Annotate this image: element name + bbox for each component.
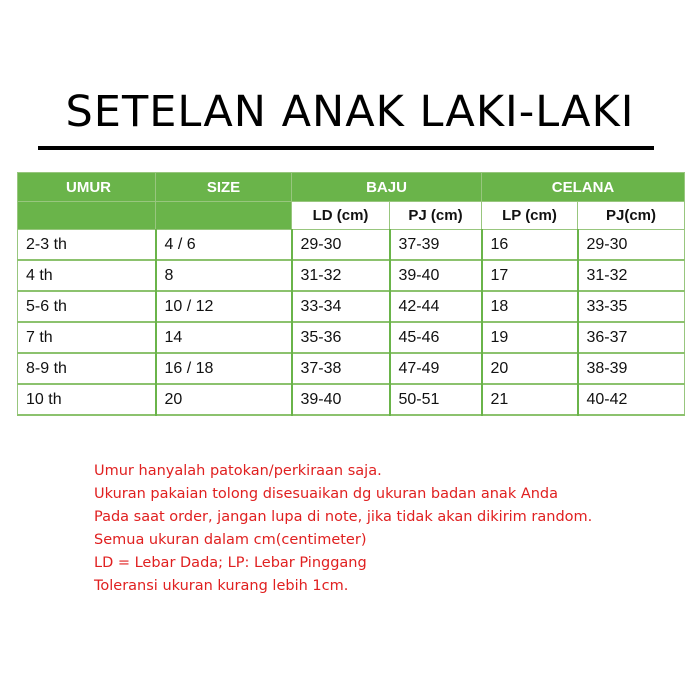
subheader-ld: LD (cm) <box>292 202 390 230</box>
header-umur: UMUR <box>18 173 156 202</box>
table-cell: 20 <box>156 384 292 415</box>
table-cell: 37-39 <box>390 230 482 261</box>
note-line: Semua ukuran dalam cm(centimeter) <box>94 532 367 548</box>
header-baju: BAJU <box>292 173 482 202</box>
table-cell: 16 <box>482 230 578 261</box>
table-cell: 2-3 th <box>18 230 156 261</box>
table-cell: 19 <box>482 322 578 353</box>
table-cell: 7 th <box>18 322 156 353</box>
table-cell: 16 / 18 <box>156 353 292 384</box>
table-row <box>18 230 685 261</box>
table-cell: 39-40 <box>292 384 390 415</box>
table-row <box>18 322 685 353</box>
header-celana: CELANA <box>482 173 685 202</box>
table-cell: 42-44 <box>390 291 482 322</box>
subheader-blank <box>156 202 292 230</box>
size-chart-table <box>17 172 685 416</box>
subheader-pj-celana: PJ(cm) <box>578 202 685 230</box>
table-cell: 8-9 th <box>18 353 156 384</box>
table-cell: 50-51 <box>390 384 482 415</box>
note-line: Pada saat order, jangan lupa di note, jika tidak akan dikirim random. <box>94 509 593 525</box>
table-cell: 39-40 <box>390 260 482 291</box>
table-cell: 33-34 <box>292 291 390 322</box>
page-title: SETELAN ANAK LAKI-LAKI <box>65 87 635 137</box>
table-cell: 29-30 <box>578 230 685 261</box>
table-cell: 4 th <box>18 260 156 291</box>
table-cell: 8 <box>156 260 292 291</box>
table-cell: 5-6 th <box>18 291 156 322</box>
table-row <box>18 260 685 291</box>
subheader-pj-baju: PJ (cm) <box>390 202 482 230</box>
table-cell: 38-39 <box>578 353 685 384</box>
table-cell: 35-36 <box>292 322 390 353</box>
note-line: Umur hanyalah patokan/perkiraan saja. <box>94 463 382 479</box>
note-line: LD = Lebar Dada; LP: Lebar Pinggang <box>94 555 367 571</box>
table-row <box>18 291 685 322</box>
table-header-row <box>18 173 685 202</box>
table-cell: 10 / 12 <box>156 291 292 322</box>
table-cell: 40-42 <box>578 384 685 415</box>
table-row <box>18 384 685 415</box>
table-cell: 10 th <box>18 384 156 415</box>
subheader-blank <box>18 202 156 230</box>
header-size: SIZE <box>156 173 292 202</box>
table-cell: 33-35 <box>578 291 685 322</box>
table-row <box>18 353 685 384</box>
note-line: Ukuran pakaian tolong disesuaikan dg ukuran badan anak Anda <box>94 486 559 502</box>
table-cell: 31-32 <box>292 260 390 291</box>
table-cell: 20 <box>482 353 578 384</box>
table-cell: 37-38 <box>292 353 390 384</box>
notes-list <box>94 460 592 598</box>
table-cell: 18 <box>482 291 578 322</box>
table-cell: 45-46 <box>390 322 482 353</box>
table-cell: 47-49 <box>390 353 482 384</box>
table-cell: 4 / 6 <box>156 230 292 261</box>
title-underline <box>38 146 654 150</box>
table-cell: 14 <box>156 322 292 353</box>
table-cell: 21 <box>482 384 578 415</box>
table-subheader-row <box>18 202 685 230</box>
subheader-lp: LP (cm) <box>482 202 578 230</box>
table-cell: 29-30 <box>292 230 390 261</box>
note-line: Toleransi ukuran kurang lebih 1cm. <box>94 578 349 594</box>
table-cell: 36-37 <box>578 322 685 353</box>
table-cell: 31-32 <box>578 260 685 291</box>
table-cell: 17 <box>482 260 578 291</box>
